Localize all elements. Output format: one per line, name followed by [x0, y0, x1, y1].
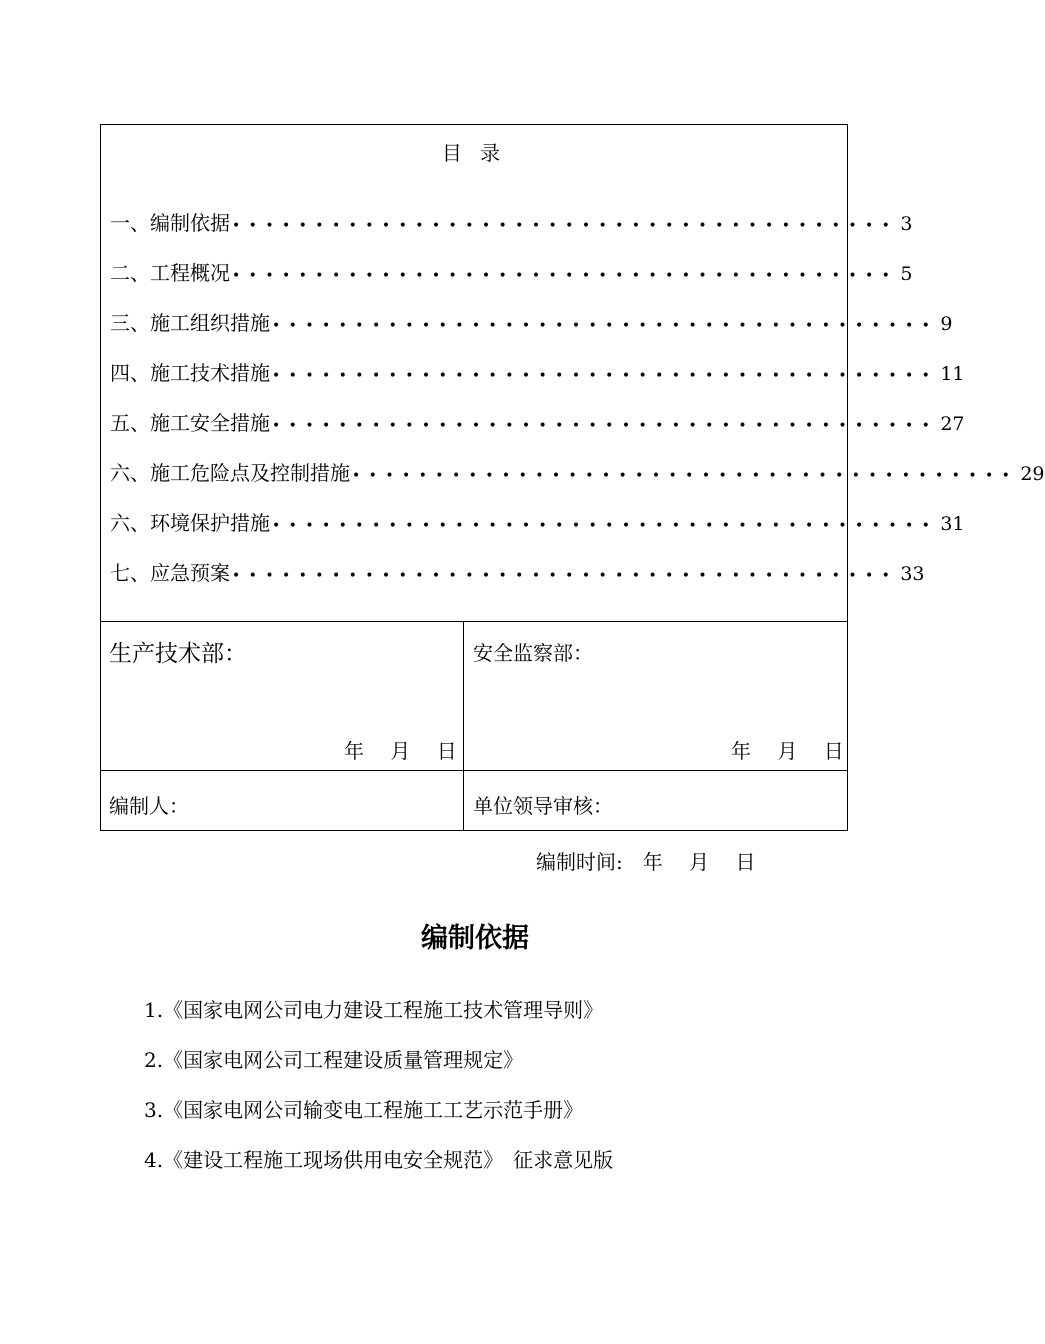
compile-time: 编制时间: 年 月 日 — [536, 850, 756, 874]
section-title: 编制依据 — [421, 923, 529, 954]
toc-item-page: 29 — [1020, 463, 1045, 485]
toc-leader-dots: •••••••••••••••••••••••••••••••••••••••• — [272, 418, 939, 434]
toc-item-label: 三、施工组织措施 — [110, 311, 270, 335]
toc-item-page: 33 — [900, 563, 925, 585]
table-divider — [101, 621, 847, 622]
table-divider — [101, 770, 847, 771]
toc-leader-dots: •••••••••••••••••••••••••••••••••••••••• — [232, 268, 899, 284]
toc-item-label: 六、施工危险点及控制措施 — [110, 461, 350, 485]
safety-dept-date: 年 月 日 — [731, 739, 844, 763]
toc-leader-dots: •••••••••••••••••••••••••••••••••••••••• — [232, 568, 899, 584]
toc-leader-dots: •••••••••••••••••••••••••••••••••••••••• — [232, 218, 899, 234]
toc-item-page: 5 — [900, 263, 913, 285]
toc-item-page: 11 — [940, 363, 965, 385]
toc-item[interactable] — [110, 507, 965, 557]
production-dept-date: 年 月 日 — [344, 739, 457, 763]
reference-item: 3.《国家电网公司输变电工程施工工艺示范手册》 — [144, 1098, 584, 1122]
toc-item[interactable] — [110, 307, 953, 357]
toc-title: 目 录 — [441, 141, 507, 165]
toc-item-page: 9 — [940, 313, 953, 335]
toc-leader-dots: •••••••••••••••••••••••••••••••••••••••• — [272, 318, 939, 334]
toc-leader-dots: •••••••••••••••••••••••••••••••••••••••• — [272, 518, 939, 534]
table-column-divider — [463, 621, 464, 831]
reference-item: 2.《国家电网公司工程建设质量管理规定》 — [144, 1048, 524, 1072]
toc-item-label: 七、应急预案 — [110, 561, 230, 585]
toc-item-page: 3 — [900, 213, 913, 235]
toc-item[interactable] — [110, 457, 1045, 507]
toc-item[interactable] — [110, 557, 925, 607]
toc-leader-dots: •••••••••••••••••••••••••••••••••••••••• — [352, 468, 1019, 484]
toc-item-page: 31 — [940, 513, 965, 535]
toc-item[interactable] — [110, 407, 965, 457]
unit-leader-review-label: 单位领导审核： — [473, 794, 613, 818]
toc-item[interactable] — [110, 207, 913, 257]
toc-item-label: 五、施工安全措施 — [110, 411, 270, 435]
toc-item-page: 27 — [940, 413, 965, 435]
toc-item-label: 二、工程概况 — [110, 261, 230, 285]
toc-item-label: 四、施工技术措施 — [110, 361, 270, 385]
compiler-label: 编制人： — [109, 794, 189, 818]
toc-item[interactable] — [110, 257, 913, 307]
toc-item[interactable] — [110, 357, 965, 407]
reference-item: 1.《国家电网公司电力建设工程施工技术管理导则》 — [144, 998, 604, 1022]
toc-item-label: 六、环境保护措施 — [110, 511, 270, 535]
safety-dept-label: 安全监察部： — [473, 641, 593, 665]
reference-list — [144, 994, 613, 1194]
toc-leader-dots: •••••••••••••••••••••••••••••••••••••••• — [272, 368, 939, 384]
production-dept-label: 生产技术部： — [109, 641, 247, 667]
toc-signoff-table — [100, 124, 1045, 831]
toc-list — [110, 207, 1045, 607]
toc-item-label: 一、编制依据 — [110, 211, 230, 235]
reference-item: 4.《建设工程施工现场供用电安全规范》 征求意见版 — [144, 1148, 614, 1172]
